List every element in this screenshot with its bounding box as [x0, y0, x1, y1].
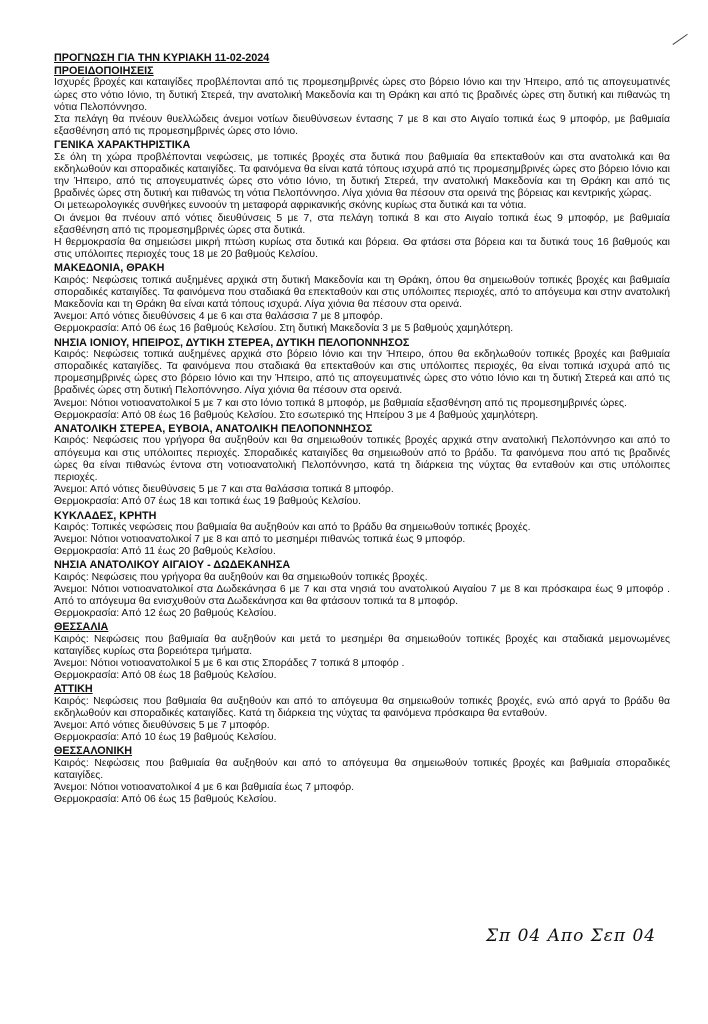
region-wind: Άνεμοι: Νότιοι νοτιοανατολικοί 5 με 6 και στις Σποράδες 7 τοπικά 8 μποφόρ .	[54, 657, 405, 669]
region-wind: Άνεμοι: Νότιοι νοτιοανατολικοί 7 με 8 και από το μεσημέρι πιθανώς τοπικά έως 9 μποφόρ.	[54, 533, 466, 545]
region-weather: Καιρός: Νεφώσεις που βαθμιαία θα αυξηθούν και από το απόγευμα θα σημειωθούν τοπικές βροχές, ενώ από αργά το βράδυ θα εκδηλωθούν και σποραδικές καταιγίδες. Κατά τη διάρκεια της νύχτας τα φαινόμενα πρόσκαιρα θα ενταθούν.	[54, 695, 670, 719]
region-heading-east-sterea-evia: ΑΝΑΤΟΛΙΚΗ ΣΤΕΡΕΑ, ΕΥΒΟΙΑ, ΑΝΑΤΟΛΙΚΗ ΠΕΛΟΠΟΝΝΗΣΟΣ	[54, 423, 373, 436]
warnings-heading: ΠΡΟΕΙΔΟΠΟΙΗΣΕΙΣ	[54, 65, 154, 78]
region-weather: Καιρός: Νεφώσεις που γρήγορα θα αυξηθούν και θα σημειωθούν τοπικές βροχές.	[54, 571, 428, 583]
general-paragraph-2: Οι μετεωρολογικές συνθήκες ευνοούν τη μεταφορά αφρικανικής σκόνης κυρίως στα δυτικά και τα νότια.	[54, 200, 527, 212]
region-temperature: Θερμοκρασία: Από 11 έως 20 βαθμούς Κελσίου.	[54, 546, 276, 558]
warnings-paragraph-2: Στα πελάγη θα πνέουν θυελλώδεις άνεμοι νοτίων διευθύνσεων έντασης 7 με 8 και στο Αιγαίο τοπικά έως 9 μποφόρ, με βαθμιαία εξασθένηση από τις προμεσημβρινές ώρες στο Ιόνιο.	[54, 114, 670, 138]
region-weather: Καιρός: Νεφώσεις τοπικά αυξημένες αρχικά στη δυτική Μακεδονία και τη Θράκη, όπου θα σημειωθούν τοπικές βροχές και βαθμιαία σποραδικές καταιγίδες. Τα φαινόμενα που σταδιακά θα επεκταθούν και στις υπόλοιπες περιοχές, από το απόγευμα και στην ανατολική Μακεδονία και τη Θράκη θα είναι κατά τόπους ισχυρά. Λίγα χιόνια θα πέσουν στα ορεινά.	[54, 274, 670, 311]
handwritten-signature: Σπ 04 Απο Σεπ 04	[486, 926, 657, 946]
region-wind: Άνεμοι: Από νότιες διευθύνσεις 4 με 6 και στα θαλάσσια 7 με 8 μποφόρ.	[54, 311, 383, 323]
region-heading-cyclades-crete: ΚΥΚΛΑΔΕΣ, ΚΡΗΤΗ	[54, 509, 157, 522]
region-weather: Καιρός: Τοπικές νεφώσεις που βαθμιαία θα αυξηθούν και από το βράδυ θα σημειωθούν τοπικές βροχές.	[54, 521, 531, 533]
region-weather: Καιρός: Νεφώσεις που γρήγορα θα αυξηθούν και θα σημειωθούν τοπικές βροχές αρχικά στην ανατολική Πελοπόννησο και από το απόγευμα και στις υπόλοιπες περιοχές. Σποραδικές καταιγίδες θα σημειωθούν από το βράδυ. Τα φαινόμενα που από τις βραδινές ώρες θα είναι πιθανώς έντονα στη νοτιοανατολική Πελοπόννησο, κατά τη διάρκεια της νύχτας θα ενταθούν και στις υπόλοιπες περιοχές.	[54, 435, 670, 483]
region-heading-thessaloniki: ΘΕΣΣΑΛΟΝΙΚΗ	[54, 745, 133, 758]
region-temperature: Θερμοκρασία: Από 06 έως 16 βαθμούς Κελσίου. Στη δυτική Μακεδονία 3 με 5 βαθμούς χαμηλότερη.	[54, 323, 514, 335]
region-wind: Άνεμοι: Από νότιες διευθύνσεις 5 με 7 μποφόρ.	[54, 719, 270, 731]
general-paragraph-4: Η θερμοκρασία θα σημειώσει μικρή πτώση κυρίως στα δυτικά και βόρεια. Θα φτάσει στα βόρεια και τα δυτικά τους 16 βαθμούς και στις υπόλοιπες περιοχές τους 18 με 20 βαθμούς Κελσίου.	[54, 237, 670, 261]
region-temperature: Θερμοκρασία: Από 12 έως 20 βαθμούς Κελσίου.	[54, 608, 277, 620]
corner-pen-mark	[672, 34, 693, 53]
region-heading-attica: ΑΤΤΙΚΗ	[54, 683, 93, 696]
region-wind: Άνεμοι: Νότιοι νοτιοανατολικοί 5 με 7 και στο Ιόνιο τοπικά 8 μποφόρ, με βαθμιαία εξασθένηση από τις προμεσημβρινές ώρες.	[54, 397, 627, 409]
region-wind: Άνεμοι: Από νότιες διευθύνσεις 5 με 7 και στα θαλάσσια τοπικά 8 μποφόρ.	[54, 484, 394, 496]
region-weather: Καιρός: Νεφώσεις τοπικά αυξημένες αρχικά στο βόρειο Ιόνιο και την Ήπειρο, όπου θα εκδηλωθούν τοπικές βροχές και βαθμιαία σποραδικές καταιγίδες. Τα φαινόμενα που σταδιακά θα επεκταθούν και στις υπόλοιπες περιοχές, θα είναι τοπικά ισχυρά από τις προμεσημβρινές ώρες στο βόρειο Ιόνιο και την Ήπειρο, από τις απογευματινές ώρες στο νότιο Ιόνιο και τη δυτική Στερεά και από τις βραδινές ώρες στη δυτική Πελοπόννησο. Λίγα χιόνια θα πέσουν στα ορεινά.	[54, 348, 670, 397]
region-heading-ionian-epirus: ΝΗΣΙΑ ΙΟΝΙΟΥ, ΗΠΕΙΡΟΣ, ΔΥΤΙΚΗ ΣΤΕΡΕΑ, ΔΥΤΙΚΗ ΠΕΛΟΠΟΝΝΗΣΟΣ	[54, 336, 410, 349]
region-temperature: Θερμοκρασία: Από 08 έως 16 βαθμούς Κελσίου. Στο εσωτερικό της Ηπείρου 3 με 4 βαθμούς χαμηλότερη.	[54, 409, 539, 421]
warnings-paragraph-1: Ισχυρές βροχές και καταιγίδες προβλέπονται από τις προμεσημβρινές ώρες στο βόρειο Ιόνιο και την Ήπειρο, από τις απογευματινές ώρες στο νότιο Ιόνιο, τη δυτική Στερεά, την ανατολική Μακεδονία και τη Θράκη και από τις βραδινές ώρες στη δυτική και πιθανώς τη νότια Πελοπόννησο.	[54, 77, 670, 113]
region-temperature: Θερμοκρασία: Από 06 έως 15 βαθμούς Κελσίου.	[54, 794, 277, 806]
region-temperature: Θερμοκρασία: Από 10 έως 19 βαθμούς Κελσίου.	[54, 732, 277, 744]
general-paragraph-1: Σε όλη τη χώρα προβλέπονται νεφώσεις, με τοπικές βροχές στα δυτικά που βαθμιαία θα επεκταθούν και στα ανατολικά και θα εκδηλωθούν και σποραδικές καταιγίδες. Τα φαινόμενα θα είναι κατά τόπους ισχυρά από τις προμεσημβρινές ώρες στο βόρειο Ιόνιο και την Ήπειρο, από τις απογευματινές ώρες στο νότιο Ιόνιο, τη δυτική Στερεά, την ανατολική Μακεδονία και τη Θράκη και από τις βραδινές ώρες στη δυτική και πιθανώς τη νότια Πελοπόννησο. Λίγα χιόνια θα πέσουν στα ορεινά της βόρειας και κεντρικής χώρας.	[54, 151, 670, 200]
region-wind: Άνεμοι: Νότιοι νοτιοανατολικοί 4 με 6 και βαθμιαία έως 7 μποφόρ.	[54, 781, 355, 793]
region-heading-east-aegean-dodecanese: ΝΗΣΙΑ ΑΝΑΤΟΛΙΚΟΥ ΑΙΓΑΙΟΥ - ΔΩΔΕΚΑΝΗΣΑ	[54, 559, 291, 572]
document-title: ΠΡΟΓΝΩΣΗ ΓΙΑ ΤΗΝ ΚΥΡΙΑΚΗ 11-02-2024	[54, 52, 270, 64]
region-wind: Άνεμοι: Νότιοι νοτιοανατολικοί στα Δωδεκάνησα 6 με 7 και στα νησιά του ανατολικού Αιγαίου 7 με 8 και πρόσκαιρα έως 9 μποφόρ . Από το απόγευμα θα ενισχυθούν στα Δωδεκάνησα και θα φτάσουν τοπικά τα 8 μποφόρ.	[54, 583, 670, 607]
region-heading-macedonia-thrace: ΜΑΚΕΔΟΝΙΑ, ΘΡΑΚΗ	[54, 262, 165, 275]
general-paragraph-3: Οι άνεμοι θα πνέουν από νότιες διευθύνσεις 5 με 7, στα πελάγη τοπικά 8 και στο Αιγαίο τοπικά έως 9 μποφόρ, με βαθμιαία εξασθένηση από τις προμεσημβρινές ώρες στα δυτικά.	[54, 212, 670, 236]
general-heading: ΓΕΝΙΚΑ ΧΑΡΑΚΤΗΡΙΣΤΙΚΑ	[54, 139, 191, 152]
region-weather: Καιρός: Νεφώσεις που βαθμιαία θα αυξηθούν και από το απόγευμα θα σημειωθούν τοπικές βροχές και βαθμιαία σποραδικές καταιγίδες.	[54, 757, 670, 781]
region-temperature: Θερμοκρασία: Από 08 έως 18 βαθμούς Κελσίου.	[54, 670, 277, 682]
region-temperature: Θερμοκρασία: Από 07 έως 18 και τοπικά έως 19 βαθμούς Κελσίου.	[54, 496, 361, 508]
region-weather: Καιρός: Νεφώσεις που βαθμιαία θα αυξηθούν και μετά το μεσημέρι θα σημειωθούν τοπικές βροχές και σταδιακά μεμονωμένες καταιγίδες κυρίως στα βορειότερα τμήματα.	[54, 633, 670, 657]
forecast-document	[54, 52, 670, 806]
region-heading-thessaly: ΘΕΣΣΑΛΙΑ	[54, 621, 109, 634]
